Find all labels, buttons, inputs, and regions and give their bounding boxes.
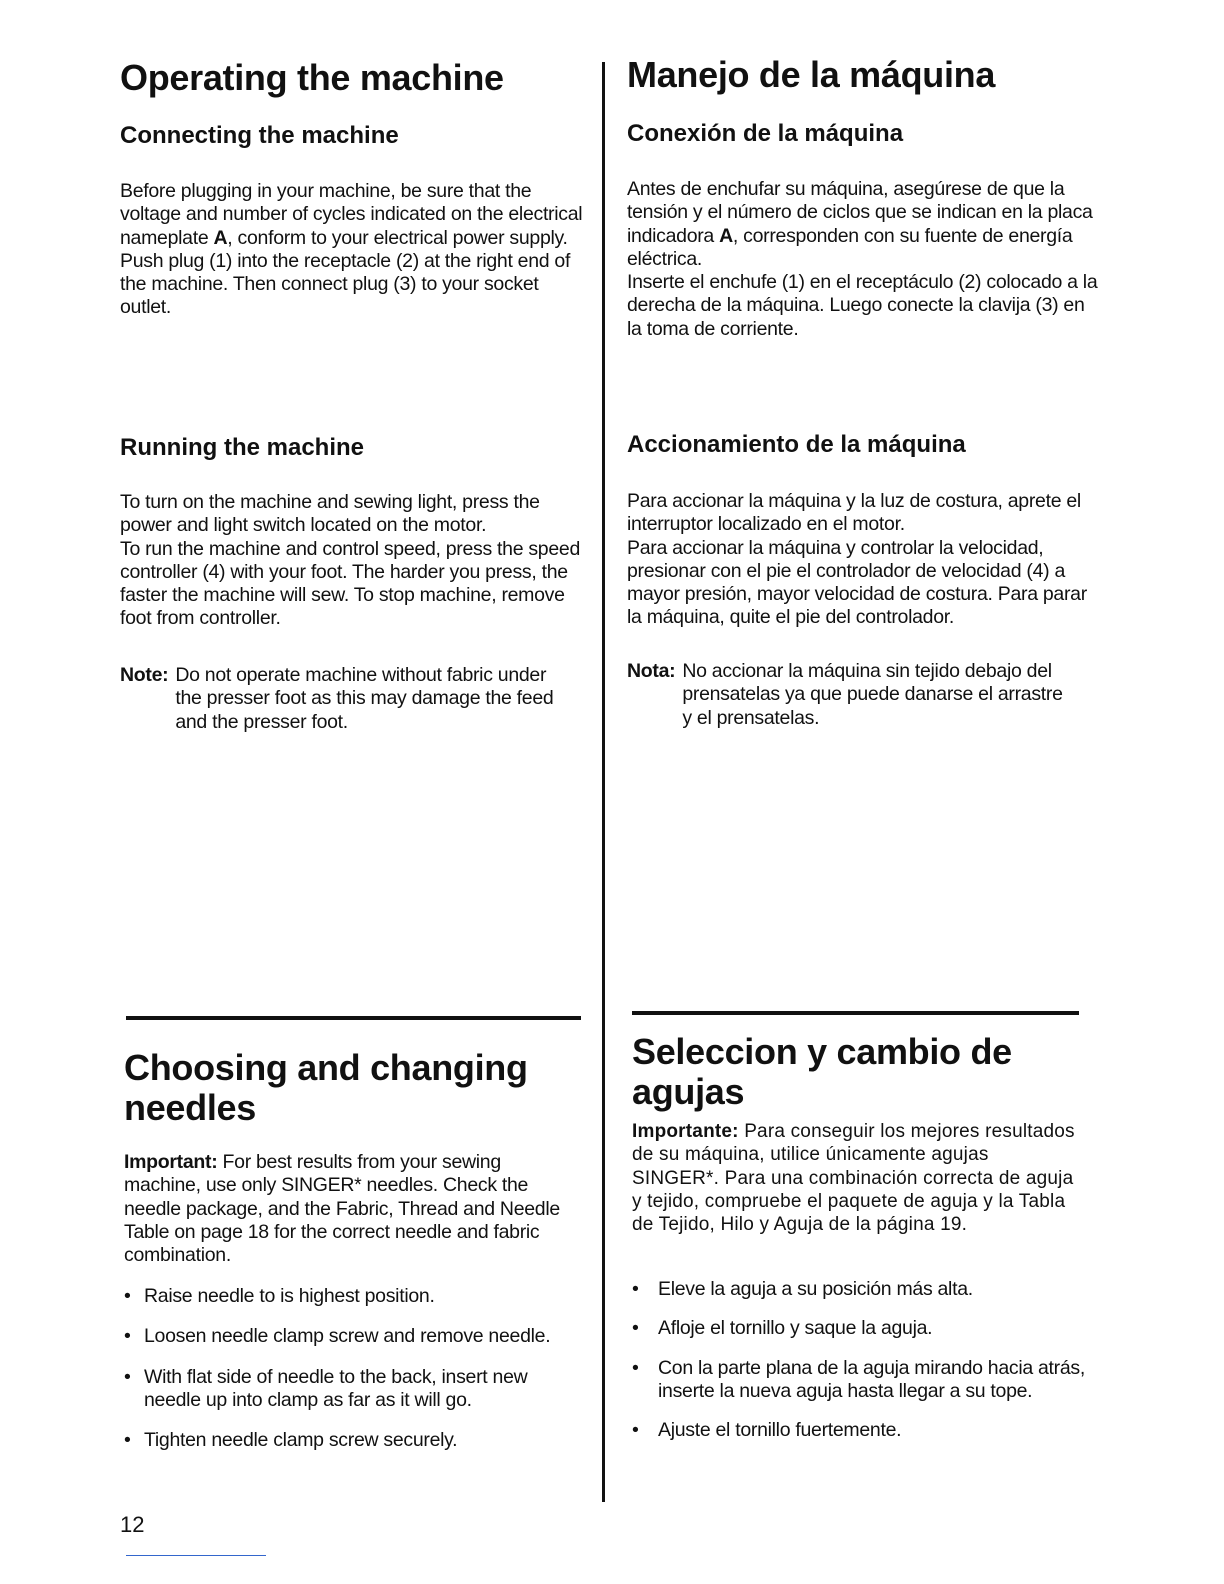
agujas-steps-list bbox=[632, 1278, 1087, 1458]
section-title-needles: Choosing and changing needles bbox=[124, 1047, 528, 1128]
important-paragraph bbox=[124, 1151, 574, 1267]
conexion-text-1: Antes de enchufar su máquina, asegúrese de que la tensión y el número de ciclos que se indican en la placa indicadora A, corresponden con su fuente de energía eléctrica. bbox=[627, 178, 1093, 270]
running-text-1: To turn on the machine and sewing light, press the power and light switch located on the motor. bbox=[120, 491, 540, 537]
agujas-rule bbox=[632, 1011, 1079, 1015]
heading-running: Running the machine bbox=[120, 434, 365, 461]
needles-rule bbox=[126, 1016, 581, 1020]
importante-paragraph bbox=[632, 1120, 1080, 1236]
conexion-paragraph bbox=[627, 178, 1102, 341]
nota-label: Nota: bbox=[627, 660, 676, 682]
list-item: • With flat side of needle to the back, insert new needle up into clamp as far as it will go. bbox=[124, 1365, 528, 1411]
list-item: • Con la parte plana de la aguja mirando hacia atrás, inserte la nueva aguja hasta llegar a su tope. bbox=[632, 1356, 1085, 1402]
list-item: • Raise needle to is highest position. bbox=[124, 1285, 435, 1307]
connecting-text-1: Before plugging in your machine, be sure that the voltage and number of cycles indicated on the electrical nameplate A, conform to your electrical power supply. bbox=[120, 180, 583, 249]
conexion-text-2: Inserte el enchufe (1) en el receptáculo (2) colocado a la derecha de la máquina. Luego conecte la clavija (3) en la toma de corriente. bbox=[627, 271, 1098, 340]
section-title-operating: Operating the machine bbox=[120, 57, 504, 98]
important-text: For best results from your sewing machine, use only SINGER* needles. Check the needle package, and the Fabric, Thread and Needle Table on page 18 for the correct needle and fabric combination. bbox=[124, 1151, 560, 1267]
running-paragraph bbox=[120, 491, 582, 631]
accionamiento-text-1: Para accionar la máquina y la luz de costura, aprete el interruptor localizado en el motor. bbox=[627, 490, 1081, 536]
accionamiento-paragraph bbox=[627, 490, 1097, 630]
nota-block bbox=[627, 660, 1077, 730]
importante-text: Para conseguir los mejores resultados de su máquina, utilice únicamente agujas SINGER*. Para una combinación correcta de aguja y tejido, compruebe el paquete de aguja y la Tabla de Tejido, Hilo y Aguja de la página 19. bbox=[632, 1121, 1075, 1236]
footer-rule bbox=[126, 1555, 266, 1556]
section-title-agujas: Seleccion y cambio de agujas bbox=[632, 1031, 1012, 1112]
connecting-text-2: Push plug (1) into the receptacle (2) at the right end of the machine. Then connect plug (3) to your socket outlet. bbox=[120, 249, 571, 319]
list-item: • Afloje el tornillo y saque la aguja. bbox=[632, 1317, 933, 1340]
heading-accionamiento: Accionamiento de la máquina bbox=[627, 431, 966, 458]
note-label: Note: bbox=[120, 664, 169, 686]
accionamiento-text-2: Para accionar la máquina y controlar la velocidad, presionar con el pie el controlador de velocidad (4) a mayor presión, mayor velocidad de costura. Para parar la máquina, quite el pie del controlador. bbox=[627, 536, 1087, 629]
note-block bbox=[120, 664, 575, 734]
column-divider bbox=[602, 62, 605, 1502]
list-item: • Ajuste el tornillo fuertemente. bbox=[632, 1419, 902, 1442]
heading-connecting: Connecting the machine bbox=[120, 122, 399, 149]
importante-label: Importante: bbox=[632, 1121, 739, 1142]
section-title-manejo: Manejo de la máquina bbox=[627, 54, 996, 95]
running-text-2: To run the machine and control speed, press the speed controller (4) with your foot. The harder you press, the faster the machine will sew. To stop machine, remove foot from controller. bbox=[120, 537, 580, 630]
list-item: • Tighten needle clamp screw securely. bbox=[124, 1429, 458, 1452]
connecting-paragraph bbox=[120, 180, 590, 320]
important-label: Important: bbox=[124, 1151, 218, 1173]
list-item: • Eleve la aguja a su posición más alta. bbox=[632, 1278, 973, 1300]
list-item: • Loosen needle clamp screw and remove needle. bbox=[124, 1325, 551, 1348]
page-number: 12 bbox=[120, 1512, 145, 1537]
heading-conexion: Conexión de la máquina bbox=[627, 120, 904, 147]
needle-steps-list bbox=[124, 1285, 584, 1469]
note-text: Do not operate machine without fabric under the presser foot as this may damage the feed and the presser foot. bbox=[175, 664, 554, 733]
nota-text: No accionar la máquina sin tejido debajo del prensatelas ya que puede danarse el arrastre y el prensatelas. bbox=[682, 660, 1063, 729]
